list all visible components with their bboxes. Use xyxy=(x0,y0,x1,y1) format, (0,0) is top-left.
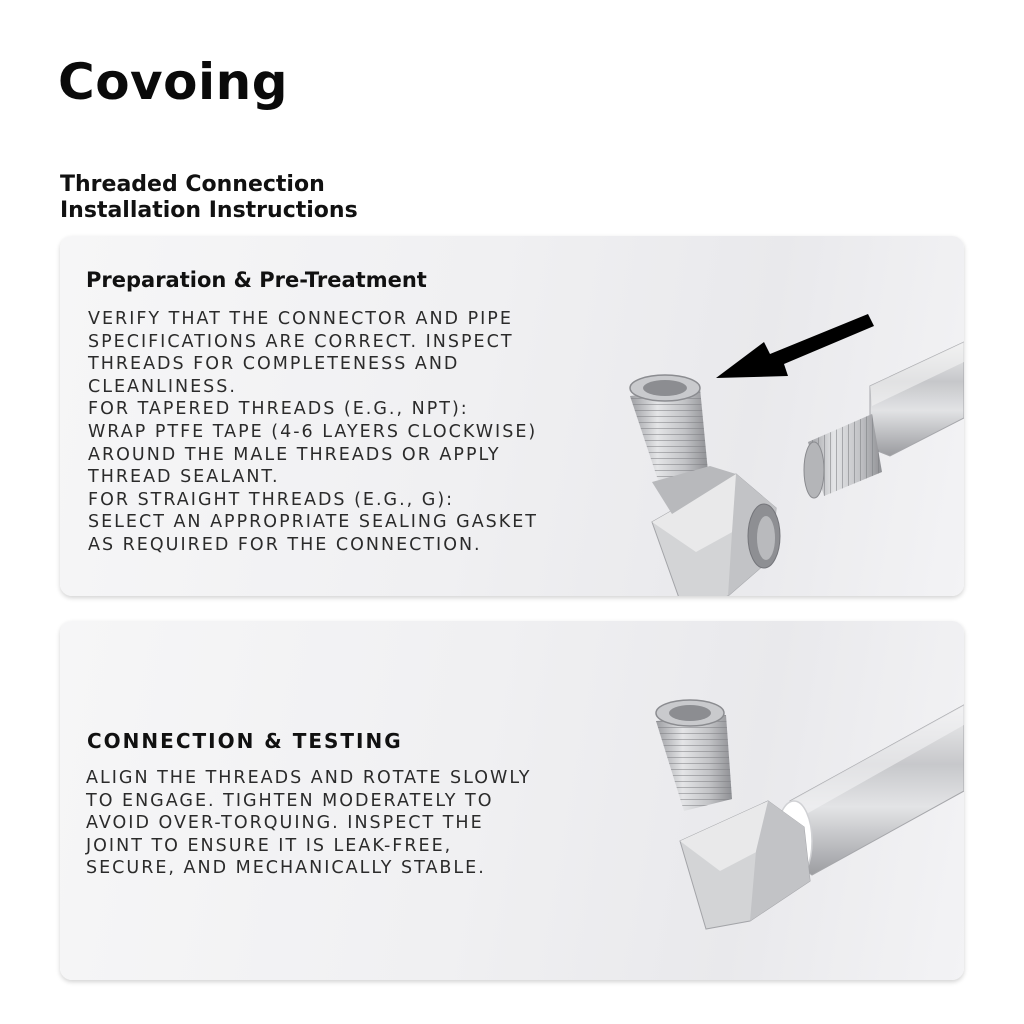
connection-card xyxy=(60,621,964,980)
preparation-line: AS REQUIRED FOR THE CONNECTION. xyxy=(88,534,482,555)
preparation-line: VERIFY THAT THE CONNECTOR AND PIPE xyxy=(88,309,513,329)
preparation-card xyxy=(60,236,964,596)
connection-body xyxy=(86,767,556,880)
connection-line: TO ENGAGE. TIGHTEN MODERATELY TO xyxy=(86,790,494,811)
connected-fittings-image xyxy=(580,691,964,980)
hex-pipe xyxy=(790,705,964,875)
page-subtitle xyxy=(60,172,358,224)
preparation-line: SELECT AN APPROPRIATE SEALING GASKET xyxy=(88,512,539,533)
subtitle-line-2: Installation Instructions xyxy=(60,198,358,223)
preparation-line: CLEANLINESS. xyxy=(88,376,237,397)
subtitle-line-1: Threaded Connection xyxy=(60,172,325,197)
preparation-title: Preparation & Pre-Treatment xyxy=(86,268,427,292)
connection-title: CONNECTION & TESTING xyxy=(87,729,403,753)
preparation-line: FOR STRAIGHT THREADS (E.G., G): xyxy=(88,489,455,510)
separated-fittings-image xyxy=(560,296,964,596)
preparation-line: WRAP PTFE TAPE (4-6 LAYERS CLOCKWISE) xyxy=(88,421,538,442)
connection-line: ALIGN THE THREADS AND ROTATE SLOWLY xyxy=(86,768,532,788)
connection-line: JOINT TO ENSURE IT IS LEAK-FREE, xyxy=(86,835,453,856)
preparation-line: FOR TAPERED THREADS (E.G., NPT): xyxy=(88,399,469,420)
preparation-body xyxy=(88,308,558,557)
arrow-pointing-left-icon xyxy=(716,314,874,378)
elbow-fitting xyxy=(656,700,810,929)
elbow-fitting xyxy=(630,375,780,596)
connection-line: AVOID OVER-TORQUING. INSPECT THE xyxy=(86,813,484,834)
hex-pipe xyxy=(804,342,964,498)
brand-title: Covoing xyxy=(58,53,289,111)
preparation-line: SPECIFICATIONS ARE CORRECT. INSPECT xyxy=(88,331,514,352)
connection-line: SECURE, AND MECHANICALLY STABLE. xyxy=(86,858,486,879)
preparation-line: THREADS FOR COMPLETENESS AND xyxy=(88,354,460,375)
preparation-line: AROUND THE MALE THREADS OR APPLY xyxy=(88,444,501,465)
preparation-line: THREAD SEALANT. xyxy=(88,467,280,488)
